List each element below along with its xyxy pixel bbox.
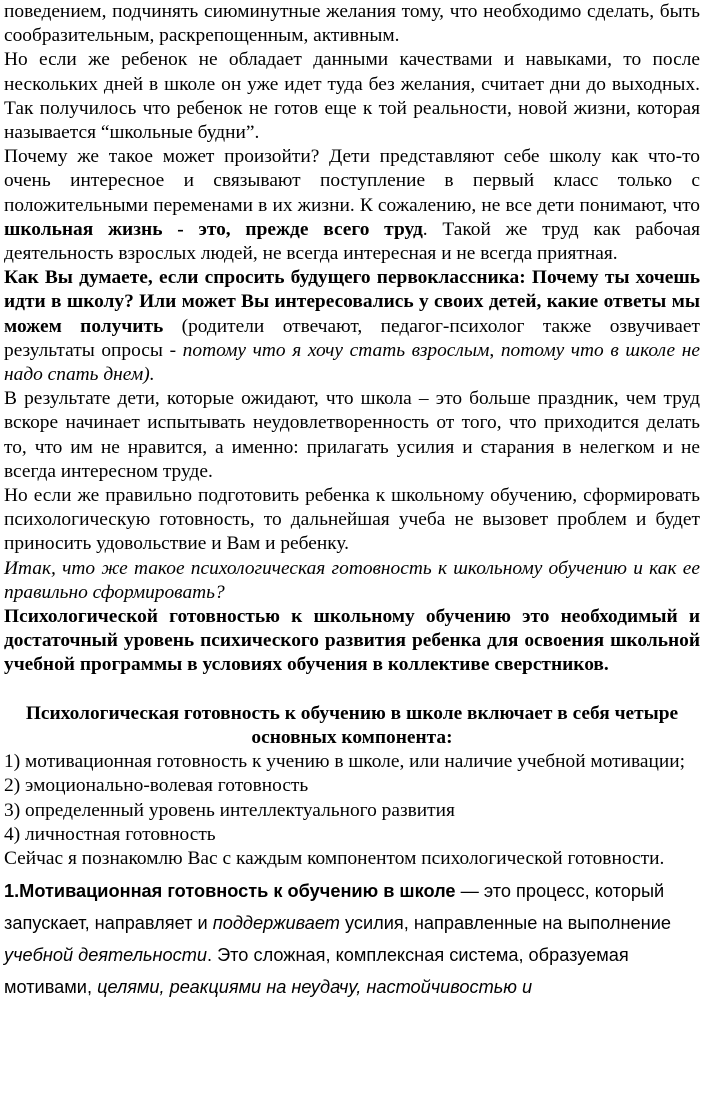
paragraph-10-text-3: . Это сложная, комплексная система, образуемая мотивами, [4, 945, 629, 998]
paragraph-1: поведением, подчинять сиюминутные желания тому, что необходимо сделать, быть сообразительным, раскрепощенным, активным. [4, 1, 700, 47]
list-item: 2) эмоционально-волевая готовность [4, 775, 309, 797]
paragraph-10-text-1: — это процесс, который запускает, направляет и [4, 881, 665, 934]
paragraph-5: В результате дети, которые ожидают, что школа – это больше праздник, чем труд вскоре начинает испытывать неудовлетворенность от того, что приходится делать то, что им не нравится, а именно: прилагать усилия и старания в нелегком и не всегда интересном труде. [4, 388, 700, 482]
paragraph-4-text: (родители отвечают, педагог-психолог также озвучивает результаты опросы - [4, 315, 700, 361]
paragraph-9: Сейчас я познакомлю Вас с каждым компонентом психологической готовности. [4, 847, 665, 869]
paragraph-8 [4, 605, 700, 678]
blank-line [4, 678, 700, 702]
list-item: 3) определенный уровень интеллектуального развития [4, 799, 455, 821]
paragraph-10-italic-3: целями, реакциями на неудачу, настойчивостью и [97, 977, 533, 998]
paragraph-4-answer-2: потому что в школе не надо спать днем). [4, 339, 701, 386]
paragraph-4-sep: , [489, 339, 501, 361]
section-heading: Психологическая готовность к обучению в школе включает в себя четыре основных компонента: [25, 702, 679, 748]
paragraph-10-italic-1: поддерживает [212, 913, 340, 934]
paragraph-10-title: 1.Мотивационная готовность к обучению в школе [4, 881, 456, 902]
paragraph-2: Но если же ребенок не обладает данными качествами и навыками, то после нескольких дней в школе он уже идет туда без желания, считает дни до выходных. Так получилось что ребенок не готов еще к той реальности, новой жизни, которая называется “школьные будни”. [4, 49, 700, 144]
paragraph-8-definition: Психологической готовностью к школьному обучению это необходимый и достаточный уровень психического развития ребенка для освоения школьной учебной программы в условиях обучения в коллективе сверстников. [4, 606, 700, 676]
paragraph-10-text-2: усилия, направленные на выполнение [339, 913, 671, 934]
paragraph-3-bold: школьная жизнь - это, прежде всего труд [4, 218, 423, 240]
paragraph-3-tail: . Такой же труд как рабочая деятельность взрослых людей, не всегда интересная и не всегда приятная. [4, 218, 700, 265]
paragraph-4 [4, 266, 700, 387]
paragraph-7 [4, 557, 700, 605]
paragraph-4-answer-1: потому что я хочу стать взрослым [182, 339, 490, 361]
paragraph-3-text: Почему же такое может произойти? Дети представляют себе школу как что-то очень интересное и связывают поступление в первый класс только с положительными переменами в их жизни. К сожалению, не все дети понимают, что [4, 146, 700, 216]
paragraph-7-question: Итак, что же такое психологическая готовность к школьному обучению и как ее правильно сформировать? [4, 557, 700, 603]
list-item: 1) мотивационная готовность к учению в школе, или наличие учебной мотивации; [4, 751, 686, 773]
list-item: 4) личностная готовность [4, 823, 216, 845]
paragraph-3 [4, 145, 700, 266]
paragraph-4-question: Как Вы думаете, если спросить будущего первоклассника: Почему ты хочешь идти в школу? Или может Вы интересовались у своих детей, какие ответы мы можем получить [4, 267, 700, 337]
paragraph-6: Но если же правильно подготовить ребенка к школьному обучению, сформировать психологическую готовность, то дальнейшая учеба не вызовет проблем и будет приносить удовольствие и Вам и ребенку. [4, 485, 700, 555]
paragraph-10 [4, 875, 700, 1003]
paragraph-10-italic-2: учебной деятельности [4, 945, 207, 966]
